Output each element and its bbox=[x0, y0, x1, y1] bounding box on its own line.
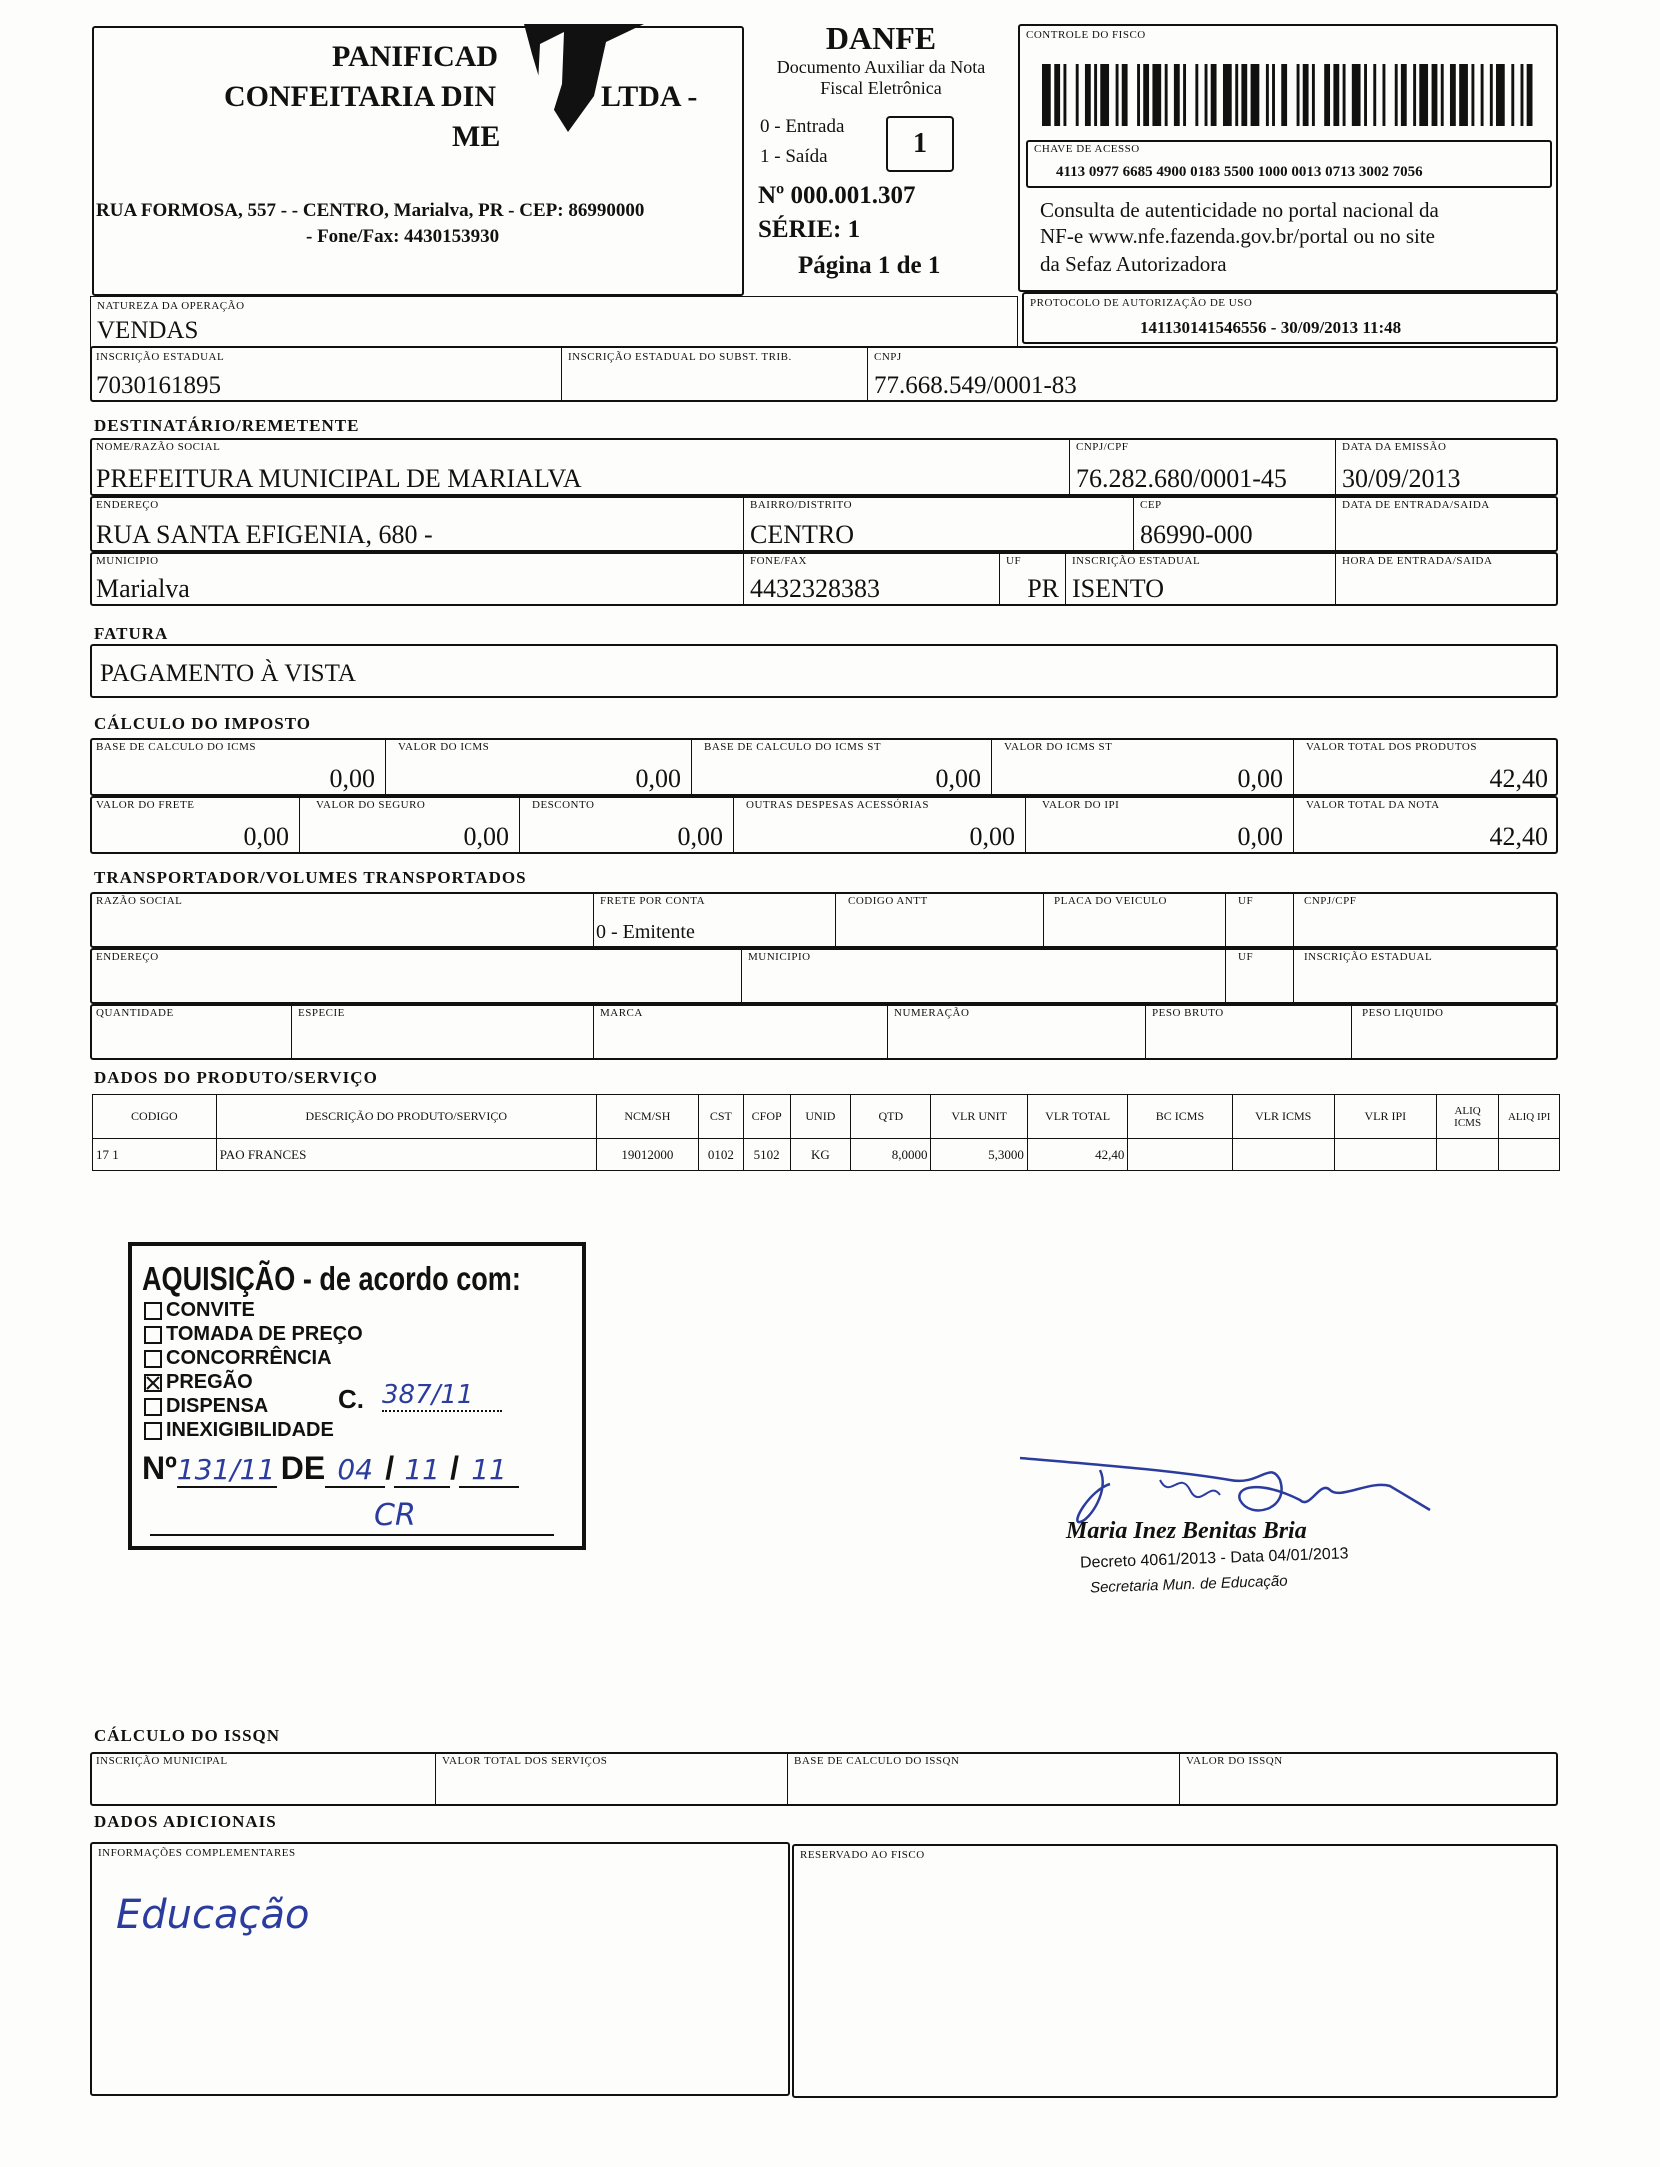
col-header: UNID bbox=[790, 1095, 851, 1139]
recipient-uf-cell bbox=[1000, 552, 1066, 606]
danfe-type-box bbox=[886, 116, 954, 172]
base-icms-value: 0,00 bbox=[329, 764, 375, 793]
carrier-address-cell bbox=[90, 948, 742, 1004]
icms-st-value: 0,00 bbox=[1237, 764, 1283, 793]
col-header: NCM/SH bbox=[596, 1095, 698, 1139]
municipal-reg-label: INSCRIÇÃO MUNICIPAL bbox=[96, 1755, 228, 1767]
emitter-box bbox=[92, 26, 744, 296]
barcode-bar bbox=[1094, 64, 1097, 126]
barcode-bar bbox=[1395, 64, 1398, 126]
carrier-city-cell bbox=[742, 948, 1226, 1004]
total-products-label: VALOR TOTAL DOS PRODUTOS bbox=[1306, 741, 1477, 753]
stamp-options bbox=[144, 1298, 363, 1442]
volume-species-label: ESPECIE bbox=[298, 1007, 345, 1019]
access-key-value: 4113 0977 6685 4900 0183 5500 1000 0013 0713 3002 7056 bbox=[1056, 164, 1423, 180]
stamp-option-pregao bbox=[144, 1370, 363, 1394]
barcode-bar bbox=[1195, 64, 1198, 126]
stamp-option-dispensa bbox=[144, 1394, 363, 1418]
recipient-ie-cell bbox=[1066, 552, 1336, 606]
fisco-box bbox=[1018, 24, 1558, 292]
barcode-bar bbox=[1235, 64, 1238, 126]
freight-by-value: 0 - Emitente bbox=[596, 921, 695, 943]
danfe-number: Nº 000.001.307 bbox=[758, 182, 916, 209]
products-table bbox=[92, 1094, 1560, 1171]
barcode-bar bbox=[1333, 64, 1339, 126]
other-expenses-label: OUTRAS DESPESAS ACESSÓRIAS bbox=[746, 799, 929, 811]
volume-brand-label: MARCA bbox=[600, 1007, 643, 1019]
barcode-bar bbox=[1490, 64, 1493, 126]
nature-label: NATUREZA DA OPERAÇÃO bbox=[97, 300, 245, 312]
checkbox-icon bbox=[144, 1422, 162, 1440]
barcode-bar bbox=[1382, 64, 1385, 126]
barcode bbox=[1042, 64, 1542, 142]
carrier-uf-cell bbox=[1226, 892, 1294, 948]
stamp-c-value: 387/11 bbox=[382, 1380, 502, 1412]
carrier-address-label: ENDEREÇO bbox=[96, 951, 159, 963]
checkbox-icon bbox=[144, 1302, 162, 1320]
barcode-bar bbox=[1373, 64, 1376, 126]
issqn-value-label: VALOR DO ISSQN bbox=[1186, 1755, 1283, 1767]
insurance-label: VALOR DO SEGURO bbox=[316, 799, 426, 811]
recipient-phone-value: 4432328383 bbox=[750, 574, 880, 603]
barcode-bar bbox=[1152, 64, 1161, 126]
recipient-cep-value: 86990-000 bbox=[1140, 520, 1253, 549]
carrier-uf-label: UF bbox=[1238, 895, 1254, 907]
col-header: QTD bbox=[851, 1095, 931, 1139]
col-header: CODIGO bbox=[93, 1095, 217, 1139]
carrier-uf2-label: UF bbox=[1238, 951, 1254, 963]
volume-qty-label: QUANTIDADE bbox=[96, 1007, 174, 1019]
barcode-bar bbox=[1076, 64, 1079, 126]
checked-checkbox-icon bbox=[144, 1374, 162, 1392]
access-key-box bbox=[1026, 140, 1552, 188]
barcode-bar bbox=[1281, 64, 1287, 126]
torn-paper-mark bbox=[524, 24, 644, 134]
stamp-option-label: PREGÃO bbox=[166, 1371, 253, 1393]
barcode-bar bbox=[1143, 64, 1149, 126]
stamp-c-label: C. bbox=[338, 1384, 364, 1414]
barcode-bar bbox=[1174, 64, 1180, 126]
stamp-initials: CR bbox=[374, 1498, 416, 1533]
recipient-district-value: CENTRO bbox=[750, 520, 854, 549]
volume-gross-cell bbox=[1146, 1004, 1352, 1060]
emission-date-value: 30/09/2013 bbox=[1342, 464, 1461, 493]
stamp-date-day: 04 bbox=[325, 1453, 385, 1488]
products-section-title: DADOS DO PRODUTO/SERVIÇO bbox=[94, 1068, 378, 1087]
barcode-bar bbox=[1432, 64, 1438, 126]
danfe-series: SÉRIE: 1 bbox=[758, 216, 861, 243]
invoice-box bbox=[90, 644, 1558, 698]
carrier-uf2-cell bbox=[1226, 948, 1294, 1004]
barcode-bar bbox=[1419, 64, 1428, 126]
barcode-bar bbox=[1450, 64, 1456, 126]
services-total-label: VALOR TOTAL DOS SERVIÇOS bbox=[442, 1755, 608, 1767]
antt-label: CODIGO ANTT bbox=[848, 895, 928, 907]
barcode-bar bbox=[1183, 64, 1186, 126]
issqn-base-cell bbox=[788, 1752, 1180, 1806]
stamp-option-label: TOMADA DE PREÇO bbox=[166, 1323, 363, 1345]
signature-line1: Decreto 4061/2013 - Data 04/01/2013 bbox=[1079, 1545, 1349, 1572]
barcode-bar bbox=[1481, 64, 1484, 126]
col-header: VLR TOTAL bbox=[1027, 1095, 1127, 1139]
protocol-label: PROTOCOLO DE AUTORIZAÇÃO DE USO bbox=[1030, 297, 1253, 309]
emitter-phone: - Fone/Fax: 4430153930 bbox=[306, 226, 500, 247]
emitter-name-line2b: LTDA - bbox=[600, 80, 698, 113]
stamp-option-inexigibilidade bbox=[144, 1418, 363, 1442]
col-header: VLR IPI bbox=[1334, 1095, 1436, 1139]
entry-date-label: DATA DE ENTRADA/SAIDA bbox=[1342, 499, 1490, 511]
emitter-address: RUA FORMOSA, 557 - - CENTRO, Marialva, PR - CEP: 86990000 bbox=[96, 200, 645, 221]
barcode-bar bbox=[1251, 64, 1260, 126]
barcode-bar bbox=[1312, 64, 1315, 126]
stamp-option-label: DISPENSA bbox=[166, 1395, 269, 1417]
volume-brand-cell bbox=[594, 1004, 888, 1060]
col-header: CST bbox=[698, 1095, 743, 1139]
barcode-bar bbox=[1297, 64, 1300, 126]
freight-label: VALOR DO FRETE bbox=[96, 799, 195, 811]
issqn-section-title: CÁLCULO DO ISSQN bbox=[94, 1726, 281, 1745]
recipient-district-label: BAIRRO/DISTRITO bbox=[750, 499, 853, 511]
checkbox-icon bbox=[144, 1350, 162, 1368]
danfe-exit: 1 - Saída bbox=[760, 146, 828, 167]
insurance-value: 0,00 bbox=[463, 822, 509, 851]
recipient-name-label: NOME/RAZÃO SOCIAL bbox=[96, 441, 221, 453]
product-aliq-ipi bbox=[1499, 1139, 1560, 1171]
barcode-bar bbox=[1211, 64, 1217, 126]
barcode-bar bbox=[1401, 64, 1407, 126]
barcode-bar bbox=[1241, 64, 1247, 126]
emitter-name-line3: ME bbox=[452, 120, 501, 153]
recipient-cep-label: CEP bbox=[1140, 499, 1162, 511]
product-ncm: 19012000 bbox=[596, 1139, 698, 1171]
fisco-control-label: CONTROLE DO FISCO bbox=[1026, 29, 1146, 41]
recipient-cep-cell bbox=[1134, 496, 1336, 552]
barcode-bar bbox=[1364, 64, 1367, 126]
stamp-option-label: INEXIGIBILIDADE bbox=[166, 1419, 334, 1441]
signature-block bbox=[1010, 1440, 1450, 1620]
municipal-reg-cell bbox=[90, 1752, 436, 1806]
barcode-bar bbox=[1272, 64, 1275, 126]
product-unit-price: 5,3000 bbox=[931, 1139, 1027, 1171]
recipient-section-title: DESTINATÁRIO/REMETENTE bbox=[94, 416, 360, 435]
danfe-type-value: 1 bbox=[913, 128, 927, 159]
recipient-cnpj-label: CNPJ/CPF bbox=[1076, 441, 1129, 453]
barcode-bar bbox=[1054, 64, 1060, 126]
col-header: ALIQ ICMS bbox=[1436, 1095, 1498, 1139]
carrier-name-label: RAZÃO SOCIAL bbox=[96, 895, 183, 907]
total-note-value: 42,40 bbox=[1489, 822, 1548, 851]
carrier-cnpj-cell bbox=[1294, 892, 1558, 948]
barcode-bar bbox=[1085, 64, 1091, 126]
base-icms-st-label: BASE DE CALCULO DO ICMS ST bbox=[704, 741, 882, 753]
danfe-panel bbox=[744, 22, 1018, 296]
barcode-bar bbox=[1352, 64, 1361, 126]
freight-by-cell bbox=[594, 892, 836, 948]
ipi-value: 0,00 bbox=[1237, 822, 1283, 851]
entry-time-cell bbox=[1336, 552, 1558, 606]
complementary-info-box bbox=[90, 1842, 790, 2096]
issqn-value-cell bbox=[1180, 1752, 1558, 1806]
barcode-bar bbox=[1205, 64, 1208, 126]
barcode-bar bbox=[1343, 64, 1346, 126]
emission-date-cell bbox=[1336, 438, 1558, 496]
cnpj-label: CNPJ bbox=[874, 351, 902, 363]
col-header: VLR ICMS bbox=[1232, 1095, 1334, 1139]
ipi-cell bbox=[1026, 796, 1294, 854]
stamp-number-line: Nº131/11 DE 04 / 11 / 11 bbox=[142, 1450, 519, 1488]
product-aliq-icms bbox=[1436, 1139, 1498, 1171]
recipient-cnpj-value: 76.282.680/0001-45 bbox=[1076, 464, 1287, 493]
discount-value: 0,00 bbox=[677, 822, 723, 851]
checkbox-icon bbox=[144, 1326, 162, 1344]
volume-qty-cell bbox=[90, 1004, 292, 1060]
recipient-phone-cell bbox=[744, 552, 1000, 606]
col-header: CFOP bbox=[743, 1095, 790, 1139]
ie-cell bbox=[90, 348, 562, 402]
recipient-address-cell bbox=[90, 496, 744, 552]
recipient-city-label: MUNICIPIO bbox=[96, 555, 159, 567]
icms-st-label: VALOR DO ICMS ST bbox=[1004, 741, 1113, 753]
volume-species-cell bbox=[292, 1004, 594, 1060]
recipient-city-cell bbox=[90, 552, 744, 606]
stamp-date-year: 11 bbox=[459, 1453, 519, 1488]
barcode-bar bbox=[1527, 64, 1533, 126]
product-cfop: 5102 bbox=[743, 1139, 790, 1171]
stamp-option-label: CONCORRÊNCIA bbox=[166, 1347, 332, 1369]
transport-section-title: TRANSPORTADOR/VOLUMES TRANSPORTADOS bbox=[94, 868, 527, 887]
stamp-signature-line bbox=[150, 1534, 554, 1536]
stamp-num-value: 131/11 bbox=[176, 1453, 276, 1486]
emitter-name-line2a: CONFEITARIA DIN bbox=[224, 80, 496, 113]
cnpj-cell bbox=[868, 348, 1268, 402]
volume-net-label: PESO LIQUIDO bbox=[1362, 1007, 1444, 1019]
volume-numbering-cell bbox=[888, 1004, 1146, 1060]
recipient-name-cell bbox=[90, 438, 1070, 496]
nature-cell bbox=[90, 296, 1018, 348]
carrier-ie-cell bbox=[1294, 948, 1558, 1004]
product-cst: 0102 bbox=[698, 1139, 743, 1171]
freight-by-label: FRETE POR CONTA bbox=[600, 895, 706, 907]
products-header-row bbox=[93, 1095, 1560, 1139]
base-icms-cell bbox=[90, 738, 386, 796]
recipient-ie-value: ISENTO bbox=[1072, 574, 1164, 603]
barcode-bar bbox=[1266, 64, 1269, 126]
product-icms bbox=[1232, 1139, 1334, 1171]
carrier-ie-label: INSCRIÇÃO ESTADUAL bbox=[1304, 951, 1433, 963]
volume-net-cell bbox=[1352, 1004, 1558, 1060]
total-note-cell bbox=[1294, 796, 1558, 854]
ipi-label: VALOR DO IPI bbox=[1042, 799, 1120, 811]
danfe-entry: 0 - Entrada bbox=[760, 116, 845, 137]
danfe-page: Página 1 de 1 bbox=[798, 252, 941, 279]
icms-st-cell bbox=[992, 738, 1294, 796]
recipient-uf-label: UF bbox=[1006, 555, 1022, 567]
emitter-name-line1: PANIFICAD bbox=[332, 40, 499, 73]
stamp-option-tomada bbox=[144, 1322, 363, 1346]
complementary-info-handwritten: Educação bbox=[116, 1892, 310, 1938]
barcode-bar bbox=[1122, 64, 1128, 126]
stamp-option-concorrencia bbox=[144, 1346, 363, 1370]
invoice-section-title: FATURA bbox=[94, 624, 169, 643]
issqn-base-label: BASE DE CALCULO DO ISSQN bbox=[794, 1755, 960, 1767]
recipient-uf-value: PR bbox=[1027, 574, 1059, 603]
complementary-info-label: INFORMAÇÕES COMPLEMENTARES bbox=[98, 1847, 296, 1859]
recipient-name-value: PREFEITURA MUNICIPAL DE MARIALVA bbox=[96, 464, 582, 493]
ie-st-cell bbox=[562, 348, 868, 402]
stamp-num-label: Nº bbox=[142, 1450, 177, 1486]
consult-line2: NF-e www.nfe.fazenda.gov.br/portal ou no site bbox=[1040, 224, 1435, 248]
nature-value: VENDAS bbox=[97, 317, 199, 344]
barcode-bar bbox=[1324, 64, 1330, 126]
protocol-value: 141130141546556 - 30/09/2013 11:48 bbox=[1140, 318, 1402, 337]
product-bc-icms bbox=[1128, 1139, 1232, 1171]
checkbox-icon bbox=[144, 1398, 162, 1416]
stamp-title: AQUISIÇÃO - de acordo com: bbox=[142, 1260, 521, 1297]
danfe-title: DANFE bbox=[825, 20, 937, 56]
total-products-value: 42,40 bbox=[1489, 764, 1548, 793]
carrier-city-label: MUNICIPIO bbox=[748, 951, 811, 963]
additional-section-title: DADOS ADICIONAIS bbox=[94, 1812, 277, 1831]
discount-label: DESCONTO bbox=[532, 799, 595, 811]
freight-value: 0,00 bbox=[243, 822, 289, 851]
barcode-bar bbox=[1413, 64, 1416, 126]
access-key-label: CHAVE DE ACESSO bbox=[1034, 143, 1140, 155]
signature-line2: Secretaria Mun. de Educação bbox=[1089, 1572, 1288, 1597]
other-expenses-value: 0,00 bbox=[969, 822, 1015, 851]
base-icms-st-cell bbox=[692, 738, 992, 796]
danfe-subtitle1: Documento Auxiliar da Nota bbox=[776, 57, 986, 77]
carrier-cnpj-label: CNPJ/CPF bbox=[1304, 895, 1357, 907]
volume-gross-label: PESO BRUTO bbox=[1152, 1007, 1224, 1019]
barcode-bar bbox=[1100, 64, 1109, 126]
carrier-name-cell bbox=[90, 892, 594, 948]
icms-value: 0,00 bbox=[635, 764, 681, 793]
reserved-fisco-label: RESERVADO AO FISCO bbox=[800, 1849, 925, 1861]
total-products-cell bbox=[1294, 738, 1558, 796]
recipient-address-label: ENDEREÇO bbox=[96, 499, 159, 511]
product-ipi bbox=[1334, 1139, 1436, 1171]
ie-st-label: INSCRIÇÃO ESTADUAL DO SUBST. TRIB. bbox=[568, 351, 792, 363]
total-note-label: VALOR TOTAL DA NOTA bbox=[1306, 799, 1440, 811]
acquisition-stamp bbox=[128, 1242, 586, 1550]
barcode-bar bbox=[1303, 64, 1309, 126]
ie-value: 7030161895 bbox=[96, 372, 221, 399]
services-total-cell bbox=[436, 1752, 788, 1806]
col-header: VLR UNIT bbox=[931, 1095, 1027, 1139]
other-expenses-cell bbox=[734, 796, 1026, 854]
entry-time-label: HORA DE ENTRADA/SAIDA bbox=[1342, 555, 1493, 567]
base-icms-st-value: 0,00 bbox=[935, 764, 981, 793]
recipient-cnpj-cell bbox=[1070, 438, 1336, 496]
barcode-bar bbox=[1471, 64, 1474, 126]
danfe-subtitle2: Fiscal Eletrônica bbox=[820, 78, 942, 98]
product-qty: 8,0000 bbox=[851, 1139, 931, 1171]
product-description: PAO FRANCES bbox=[216, 1139, 596, 1171]
emission-date-label: DATA DA EMISSÃO bbox=[1342, 441, 1447, 453]
barcode-bar bbox=[1459, 64, 1468, 126]
barcode-bar bbox=[1063, 64, 1066, 126]
barcode-bar bbox=[1441, 64, 1444, 126]
cnpj-value: 77.668.549/0001-83 bbox=[874, 372, 1077, 399]
col-header: BC ICMS bbox=[1128, 1095, 1232, 1139]
stamp-option-convite bbox=[144, 1298, 363, 1322]
recipient-city-value: Marialva bbox=[96, 574, 190, 603]
barcode-bar bbox=[1137, 64, 1140, 126]
barcode-bar bbox=[1511, 64, 1514, 126]
stamp-de-label: DE bbox=[280, 1450, 326, 1486]
barcode-bar bbox=[1223, 64, 1232, 126]
recipient-address-value: RUA SANTA EFIGENIA, 680 - bbox=[96, 520, 433, 549]
barcode-bar bbox=[1116, 64, 1119, 126]
antt-cell bbox=[836, 892, 1044, 948]
tax-section-title: CÁLCULO DO IMPOSTO bbox=[94, 714, 311, 733]
table-row bbox=[93, 1139, 1560, 1171]
ie-label: INSCRIÇÃO ESTADUAL bbox=[96, 351, 225, 363]
col-header: ALIQ IPI bbox=[1499, 1095, 1560, 1139]
consult-line3: da Sefaz Autorizadora bbox=[1040, 252, 1227, 276]
recipient-district-cell bbox=[744, 496, 1134, 552]
recipient-phone-label: FONE/FAX bbox=[750, 555, 807, 567]
plate-cell bbox=[1044, 892, 1226, 948]
barcode-bar bbox=[1521, 64, 1524, 126]
stamp-option-label: CONVITE bbox=[166, 1299, 255, 1321]
plate-label: PLACA DO VEICULO bbox=[1054, 895, 1167, 907]
icms-cell bbox=[386, 738, 692, 796]
invoice-value: PAGAMENTO À VISTA bbox=[100, 660, 356, 687]
protocol-cell bbox=[1022, 292, 1558, 344]
barcode-bar bbox=[1165, 64, 1168, 126]
consult-line1: Consulta de autenticidade no portal nacional da bbox=[1040, 198, 1439, 222]
recipient-ie-label: INSCRIÇÃO ESTADUAL bbox=[1072, 555, 1201, 567]
col-header: DESCRIÇÃO DO PRODUTO/SERVIÇO bbox=[216, 1095, 596, 1139]
entry-date-cell bbox=[1336, 496, 1558, 552]
base-icms-label: BASE DE CALCULO DO ICMS bbox=[96, 741, 257, 753]
insurance-cell bbox=[300, 796, 520, 854]
reserved-fisco-box bbox=[792, 1844, 1558, 2098]
barcode-bar bbox=[1496, 64, 1505, 126]
product-total: 42,40 bbox=[1027, 1139, 1127, 1171]
barcode-bar bbox=[1042, 64, 1051, 126]
icms-label: VALOR DO ICMS bbox=[398, 741, 490, 753]
discount-cell bbox=[520, 796, 734, 854]
freight-cell bbox=[90, 796, 300, 854]
volume-numbering-label: NUMERAÇÃO bbox=[894, 1007, 970, 1019]
product-unit: KG bbox=[790, 1139, 851, 1171]
product-code: 17 1 bbox=[93, 1139, 217, 1171]
stamp-date-month: 11 bbox=[394, 1453, 450, 1488]
signature-name: Maria Inez Benitas Bria bbox=[1066, 1518, 1307, 1544]
